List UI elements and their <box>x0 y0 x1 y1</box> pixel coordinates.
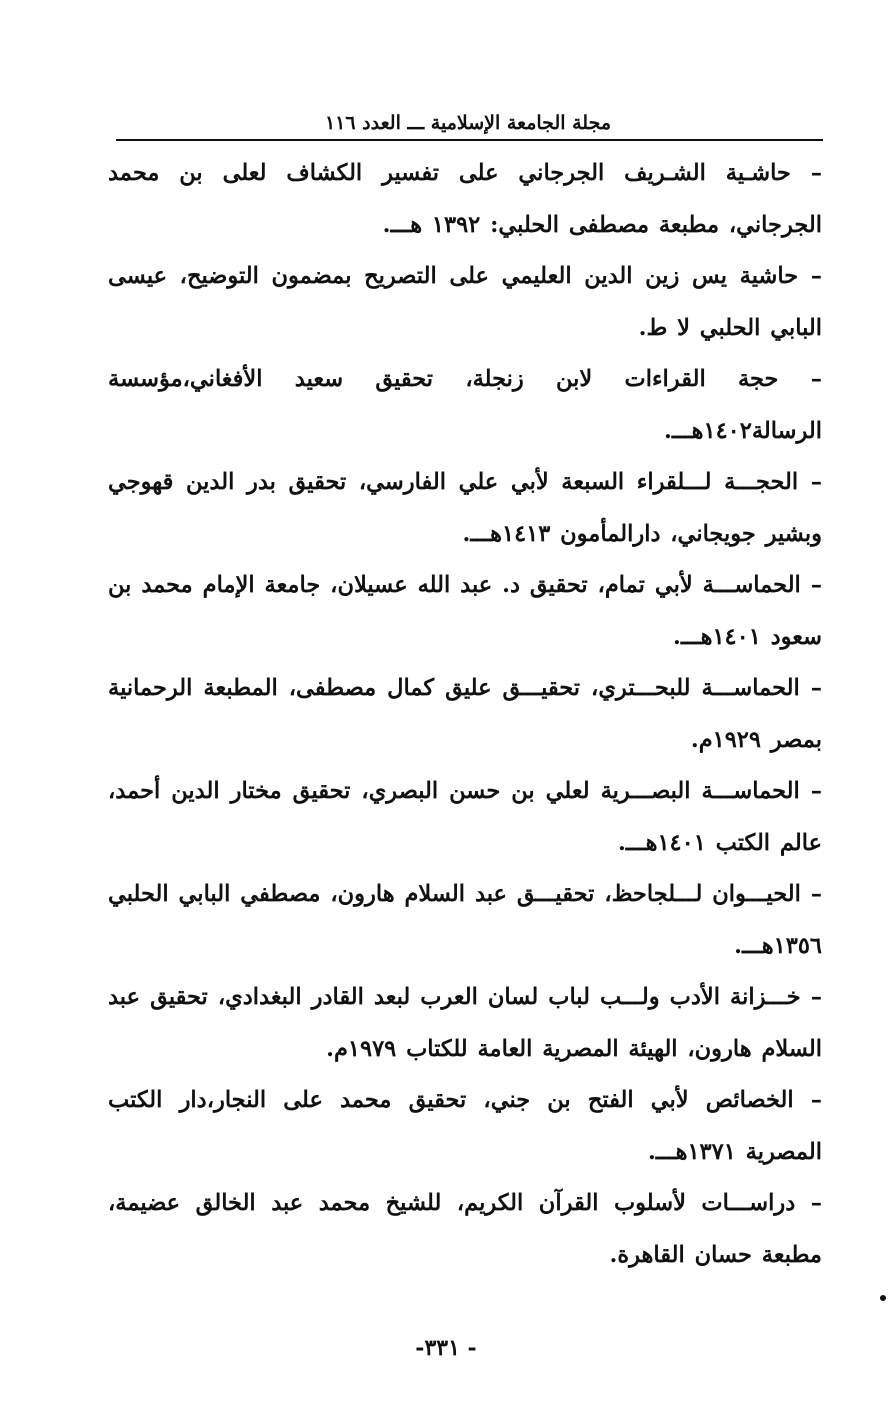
bibliography-entry: – الحجـــة لـــلقراء السبعة لأبي علي الفارسي، تحقيق بدر الدين قهوجي وبشير جويجاني، دارالمأمون ١٤١٣هـــ. <box>108 469 822 547</box>
bibliography-entry: – خـــزانة الأدب ولـــب لباب لسان العرب لبعد القادر البغدادي، تحقيق عبد السلام هارون، الهيئة المصرية العامة للكتاب ١٩٧٩م. <box>108 984 822 1062</box>
running-header: مجلة الجامعة الإسلامية ـــ العدد ١١٦ <box>324 112 612 134</box>
bibliography-entry: – حاشية يس زين الدين العليمي على التصريح بمضمون التوضيح، عيسى البابي الحلبي لا ط. <box>108 263 822 341</box>
bibliography-entry: – الحماســـة البصـــرية لعلي بن حسن البصري، تحقيق مختار الدين أحمد، عالم الكتب ١٤٠١هـــ. <box>108 778 822 856</box>
scan-speck <box>880 1295 886 1301</box>
page-number: -٣٣١ - <box>415 1335 477 1361</box>
bibliography-entry: – دراســـات لأسلوب القرآن الكريم، للشيخ محمد عبد الخالق عضيمة، مطبعة حسان القاهرة. <box>108 1190 822 1268</box>
bibliography-entry: – الحماســـة للبحـــتري، تحقيـــق عليق كمال مصطفى، المطبعة الرحمانية بمصر ١٩٢٩م. <box>108 675 822 753</box>
bibliography-entry: – الخصائص لأبي الفتح بن جني، تحقيق محمد على النجار،دار الكتب المصرية ١٣٧١هـــ. <box>108 1087 822 1165</box>
header-divider <box>116 139 823 141</box>
bibliography-entry: – الحماســـة لأبي تمام، تحقيق د. عبد الله عسيلان، جامعة الإمام محمد بن سعود ١٤٠١هـــ. <box>108 572 822 650</box>
bibliography-entry: – الحيـــوان لـــلجاحظ، تحقيـــق عبد السلام هارون، مصطفي البابي الحلبي ١٣٥٦هـــ. <box>108 881 822 959</box>
bibliography-list <box>108 148 822 1281</box>
bibliography-entry: – حجة القراءات لابن زنجلة، تحقيق سعيد الأفغاني،مؤسسة الرسالة١٤٠٢هـــ. <box>108 366 822 444</box>
bibliography-entry: – حاشـية الشـريف الجرجاني على تفسير الكشاف لعلى بن محمد الجرجاني، مطبعة مصطفى الحلبي: ١٣٩٢ هـــ. <box>108 160 822 238</box>
